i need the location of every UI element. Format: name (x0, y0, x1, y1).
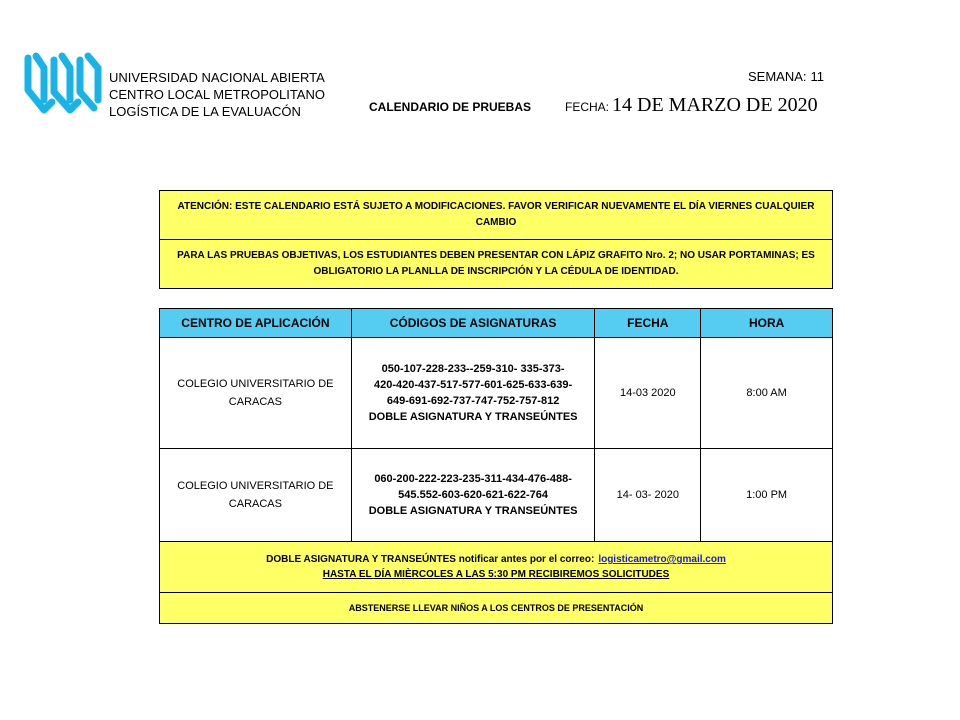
request-info-row (160, 542, 833, 593)
codes-line: 060-200-222-223-235-311-434-476-488- (374, 473, 572, 485)
codes-line: DOBLE ASIGNATURA Y TRANSEÚNTES (368, 505, 578, 517)
column-header-time: HORA (701, 309, 833, 338)
week-label: SEMANA: (748, 69, 807, 84)
date-label: FECHA: (565, 100, 610, 114)
institution-name: UNIVERSIDAD NACIONAL ABIERTA (109, 70, 325, 85)
request-info-cell (160, 542, 833, 593)
notify-line (161, 552, 831, 567)
warning-row (160, 593, 833, 624)
notify-text: DOBLE ASIGNATURA Y TRANSEÚNTES notificar antes por el correo: (266, 554, 595, 565)
notice-table (159, 190, 833, 289)
codes-line: 050-107-228-233--259-310- 335-373- (381, 363, 565, 375)
date-value: 14 DE MARZO DE 2020 (612, 94, 818, 116)
column-header-center: CENTRO DE APLICACIÓN (160, 309, 352, 338)
week-indicator (748, 69, 824, 84)
contact-email-link[interactable]: logisticametro@gmail.com (598, 554, 726, 565)
exam-center: COLEGIO UNIVERSITARIO DE CARACAS (160, 338, 352, 449)
exam-date: 14-03 2020 (595, 338, 701, 449)
column-header-codes: CÓDIGOS DE ASIGNATURAS (351, 309, 595, 338)
codes-line: 649-691-692-737-747-752-757-812 (386, 395, 560, 407)
children-warning: ABSTENERSE LLEVAR NIÑOS A LOS CENTROS DE PRESENTACIÓN (160, 593, 833, 624)
local-center-name: CENTRO LOCAL METROPOLITANO (109, 87, 325, 102)
exam-time: 1:00 PM (701, 449, 833, 542)
codes-line: 420-420-437-517-577-601-625-633-639- (374, 379, 573, 391)
pencil-requirement-notice: PARA LAS PRUEBAS OBJETIVAS, LOS ESTUDIANTES DEBEN PRESENTAR CON LÁPIZ GRAFITO Nro. 2; NO USAR PORTAMINAS; ES OBLIGATORIO LA PLANLLA DE INSCRIPCIÓN Y LA CÉDULA DE IDENTIDAD. (160, 240, 833, 289)
modification-notice: ATENCIÓN: ESTE CALENDARIO ESTÁ SUJETO A MODIFICACIONES. FAVOR VERIFICAR NUEVAMENTE EL DÍA VIERNES CUALQUIER CAMBIO (160, 191, 833, 240)
codes-line: 545.552-603-620-621-622-764 (398, 489, 549, 501)
table-row (160, 449, 833, 542)
institution-block (109, 69, 325, 120)
deadline-text: HASTA EL DÍA MIÈRCOLES A LAS 5:30 PM RECIBIREMOS SOLICITUDES (322, 569, 670, 580)
table-header-row (160, 309, 833, 338)
date-header (565, 94, 818, 117)
week-number: 11 (810, 69, 825, 84)
exam-center: COLEGIO UNIVERSITARIO DE CARACAS (160, 449, 352, 542)
department-name: LOGÍSTICA DE LA EVALUACÓN (109, 104, 301, 119)
calendar-title: CALENDARIO DE PRUEBAS (369, 100, 532, 114)
codes-line: DOBLE ASIGNATURA Y TRANSEÚNTES (368, 411, 578, 423)
subject-codes (351, 449, 595, 542)
table-row (160, 338, 833, 449)
subject-codes (351, 338, 595, 449)
schedule-table (159, 308, 833, 624)
column-header-date: FECHA (595, 309, 701, 338)
exam-date: 14- 03- 2020 (595, 449, 701, 542)
una-logo-icon (22, 50, 106, 118)
exam-time: 8:00 AM (701, 338, 833, 449)
